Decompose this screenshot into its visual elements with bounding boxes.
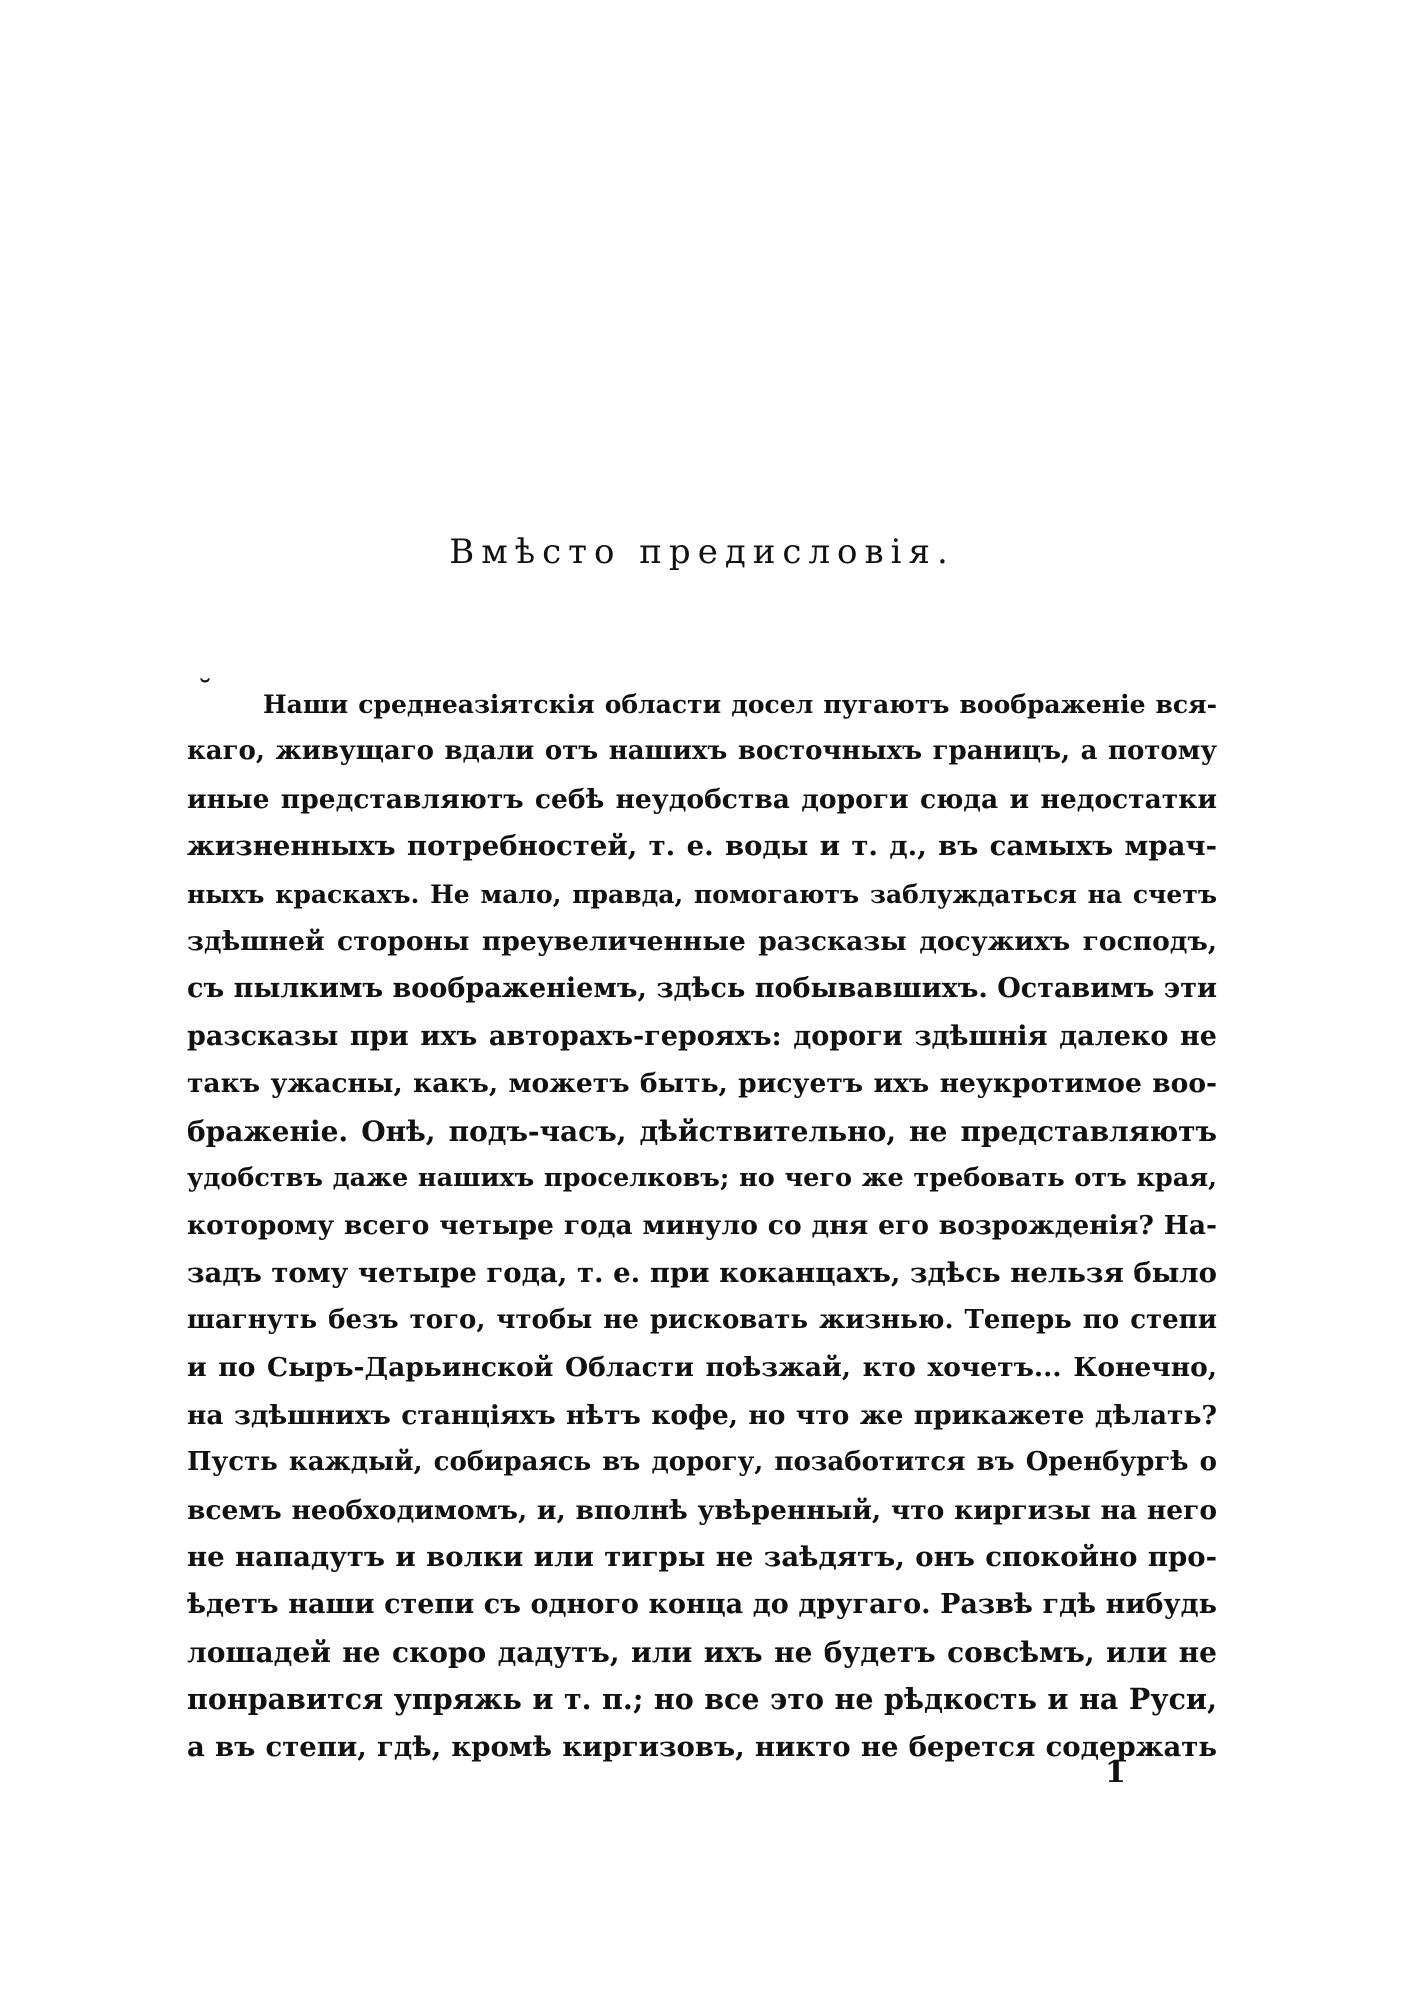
text-line: браженіе. Онѣ, подъ-часъ, дѣйствительно, не представляютъ [187, 1114, 1217, 1148]
text-line: Наши среднеазіятскія области досел пугаютъ воображеніе вся- [263, 690, 1217, 719]
text-line: съ пылкимъ воображеніемъ, здѣсь побывавшихъ. Оставимъ эти [187, 973, 1217, 1005]
text-line: на здѣшнихъ станціяхъ нѣтъ кофе, но что же прикажете дѣлать? [187, 1399, 1217, 1431]
text-line: каго, живущаго вдали отъ нашихъ восточныхъ границъ, а потому [187, 736, 1217, 767]
text-line: а въ степи, гдѣ, кромѣ киргизовъ, никто не берется содержать [187, 1730, 1217, 1763]
text-line: шагнуть безъ того, чтобы не рисковать жизнью. Теперь по степи [187, 1305, 1217, 1336]
text-line: разсказы при ихъ авторахъ-герояхъ: дороги здѣшнія далеко не [187, 1020, 1217, 1052]
text-line: которому всего четыре года минуло со дня его возрожденія? На- [187, 1210, 1217, 1242]
page-number: 1 [1105, 1755, 1126, 1790]
text-line: ѣдетъ наши степи съ одного конца до другаго. Развѣ гдѣ нибудь [187, 1589, 1217, 1621]
page-heading: Вмѣсто предисловія. [449, 532, 955, 572]
text-line: и по Сыръ-Дарьинской Области поѣзжай, кто хочетъ... Конечно, [187, 1352, 1217, 1384]
margin-mark: ˘ [198, 674, 212, 707]
text-line: ныхъ краскахъ. Не мало, правда, помогаютъ заблуждаться на счетъ [187, 879, 1217, 909]
text-line: Пусть каждый, собираясь въ дорогу, позаботится въ Оренбургѣ о [187, 1447, 1217, 1478]
body-text [187, 681, 1217, 1771]
text-line: удобствъ даже нашихъ проселковъ; но чего же требовать отъ края, [187, 1162, 1217, 1193]
text-line: жизненныхъ потребностей, т. е. воды и т. д., въ самыхъ мрач- [187, 830, 1217, 863]
text-line: всемъ необходимомъ, и, вполнѣ увѣренный, что киргизы на него [187, 1494, 1217, 1526]
text-line: такъ ужасны, какъ, можетъ быть, рисуетъ ихъ неукротимое воо- [187, 1068, 1217, 1100]
text-line: лошадей не скоро дадутъ, или ихъ не будетъ совсѣмъ, или не [187, 1635, 1217, 1669]
text-line: задъ тому четыре года, т. е. при коканцахъ, здѣсь нельзя было [187, 1256, 1217, 1289]
text-line: здѣшней стороны преувеличенные разсказы досужихъ господъ, [187, 925, 1217, 957]
text-line: иные представляютъ себѣ неудобства дороги сюда и недостатки [187, 783, 1217, 815]
text-line: понравится упряжь и т. п.; но все это не рѣдкость и на Руси, [187, 1682, 1217, 1717]
text-line: не нападутъ и волки или тигры не заѣдятъ, онъ спокойно про- [187, 1541, 1217, 1574]
